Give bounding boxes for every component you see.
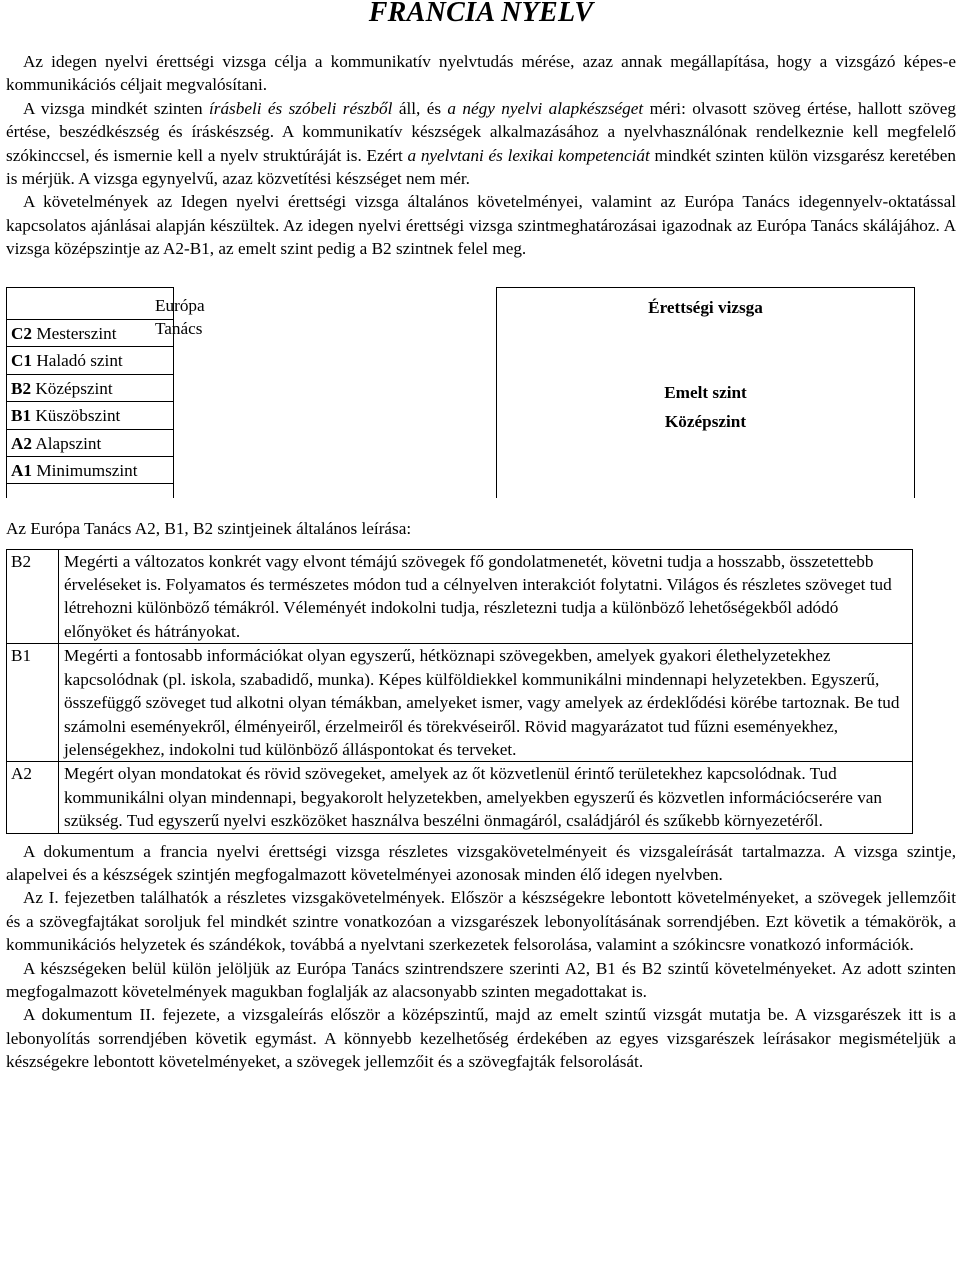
exam-level-list — [497, 378, 914, 436]
level-name: Mesterszint — [32, 323, 117, 343]
exam-header: Érettségi vizsga — [648, 297, 763, 317]
description-text: Megérti a változatos konkrét vagy elvont témájú szövegek fő gondolatmenetét, követni tudja a hosszabb, összetettebb érveléseket is. Folyamatos és természetes módon tud a célnyelven interakciót folytatni. Világos és részletes szöveget tud létrehozni különböző témákról. Véleményét indokolni tudja, részletezni tudja a különböző lehetőségekből adódó előnyöket és hátrányokat. — [59, 549, 913, 644]
intro-paragraph-2 — [6, 97, 956, 191]
description-level-code: B2 — [7, 549, 59, 644]
level-row — [7, 429, 173, 457]
level-row — [7, 319, 173, 347]
level-name: Minimumszint — [32, 461, 138, 481]
level-name: Középszint — [31, 378, 113, 398]
exam-level-advanced: Emelt szint — [664, 382, 747, 402]
intro-p2-text-c: áll, és — [392, 98, 448, 118]
level-name: Alapszint — [32, 433, 102, 453]
level-name: Küszöbszint — [31, 406, 121, 426]
intro-p2-emphasis-skills: a négy nyelvi alapkészséget — [447, 98, 644, 118]
level-row — [7, 346, 173, 374]
intro-p2-text-g: mindkét szinten külön vizsgarész keretében is mérjük. A vizsga egynyelvű, azaz közvetítési készséget nem mér. — [6, 145, 956, 189]
description-level-code: A2 — [7, 762, 59, 833]
level-row — [7, 374, 173, 402]
intro-p2-text-e: méri: olvasott szöveg értése, hallott szöveg értése, beszédkészség és íráskészség. A kommunikatív készségek alkalmazásához a nyelvhasználónak rendelkeznie kell megfelelő szókinccsel, és ismernie kell a nyelv struktúráját is. Ezért — [6, 98, 956, 165]
level-code: A1 — [11, 461, 33, 481]
european-council-column — [6, 287, 205, 498]
table-row — [7, 762, 913, 833]
exam-level-intermediate: Középszint — [664, 411, 747, 431]
description-text: Megérti a fontosabb információkat olyan egyszerű, hétköznapi szövegekben, amelyek gyakori élethelyzetekhez kapcsolódnak (pl. iskola, szabadidő, munka). Képes külföldiekkel kommunikálni mindennapi helyzetekben. Egyszerű, összefüggő szöveget tud alkotni olyan témákban, amelyeket ismer, vagy amelyek az érdeklődési körébe tartoznak. Be tud számolni eseményekről, élményeiről, érzelmeiről és törekvéseiről. Rövid magyarázatot tud fűzni eseményekhez, jelenségekhez, indokolni tud különböző álláspontokat és terveket. — [59, 644, 913, 762]
level-name: Haladó szint — [32, 351, 123, 371]
level-code: C2 — [11, 323, 33, 343]
level-row — [7, 456, 173, 484]
closing-paragraph-1: A dokumentum a francia nyelvi érettségi vizsga részletes vizsgakövetelményeit és vizsgaleírását tartalmazza. A vizsga szintje, alapelvei és a készségek szintjén megfogalmazott követelményei azonosak minden élő idegen nyelvben. — [6, 841, 956, 884]
table-row — [7, 549, 913, 644]
level-descriptions-table — [6, 549, 913, 834]
exam-column — [496, 287, 915, 498]
page-title: FRANCIA NYELV — [368, 0, 594, 28]
level-code: B1 — [11, 406, 32, 426]
closing-paragraph-2: Az I. fejezetben találhatók a részletes vizsgakövetelmények. Először a készségekre lebontott követelményeket, a szövegek jellemzőit és a szövegfajtákat soroljuk fel mindkét szintre vonatkozóan a vizsgarészek lebonyolításának sorrendjében. Ezt követik a témakörök, a kommunikációs helyzetek és szándékok, továbbá a nyelvtani szerkezetek felsorolása, valamint a szókincsre vonatkozó információk. — [6, 888, 956, 955]
level-comparison-table — [6, 287, 956, 497]
table-row — [7, 644, 913, 762]
description-text: Megért olyan mondatokat és rövid szövegeket, amelyek az őt közvetlenül érintő területekhez kapcsolódnak. Tud kommunikálni olyan mindennapi, begyakorolt helyzetekben, amelyekben egyszerű és közvetlen információcserére van szükség. Tud egyszerű nyelvi eszközöket használva beszélni önmagáról, családjáról és szűkebb környezetéről. — [59, 762, 913, 833]
level-code: C1 — [11, 351, 33, 371]
closing-paragraph-3: A készségeken belül külön jelöljük az Európa Tanács szintrendszere szerinti A2, B1 és B2 szintű követelményeket. Az adott szinten megfogalmazott követelmények magukban foglalják az alacsonyabb szinten megadottakat is. — [6, 958, 956, 1001]
closing-paragraph-4: A dokumentum II. fejezete, a vizsgaleírás először a középszintű, majd az emelt szintű vizsgát mutatja be. A vizsgarészek itt is a lebonyolítás sorrendjében követik egymást. A könnyebb kezelhetőség érdekében az egyes vizsgarészek leírásakor megismételjük a készségekre lebontott követelményeket, a szövegek jellemzőit és a szövegfajták felsorolását. — [6, 1005, 956, 1072]
intro-paragraph-3: A követelmények az Idegen nyelvi érettségi vizsga általános követelményei, valamint az Európa Tanács idegennyelv-oktatással kapcsolatos ajánlásai alapján készültek. Az idegen nyelvi érettségi vizsga szintmeghatározásai igazodnak az Európa Tanács skálájához. A vizsga középszintje az A2-B1, az emelt szint pedig a B2 szintnek felel meg. — [6, 192, 956, 259]
intro-p2-emphasis-parts: írásbeli és szóbeli részből — [208, 98, 393, 118]
intro-p2-emphasis-competence: a nyelvtani és lexikai kompetenciát — [407, 145, 650, 165]
level-row — [7, 401, 173, 429]
level-list — [7, 319, 173, 484]
european-council-header: Európa Tanács — [155, 295, 205, 339]
descriptions-title: Az Európa Tanács A2, B1, B2 szintjeinek általános leírása: — [6, 518, 412, 538]
intro-p2-text-a: A vizsga mindkét szinten — [23, 98, 209, 118]
document-page — [6, 0, 956, 1074]
level-code: A2 — [11, 433, 33, 453]
intro-paragraph-1: Az idegen nyelvi érettségi vizsga célja a kommunikatív nyelvtudás mérése, azaz annak megállapítása, hogy a vizsgázó képes-e kommunikációs céljait megvalósítani. — [6, 52, 956, 95]
description-level-code: B1 — [7, 644, 59, 762]
level-code: B2 — [11, 378, 32, 398]
